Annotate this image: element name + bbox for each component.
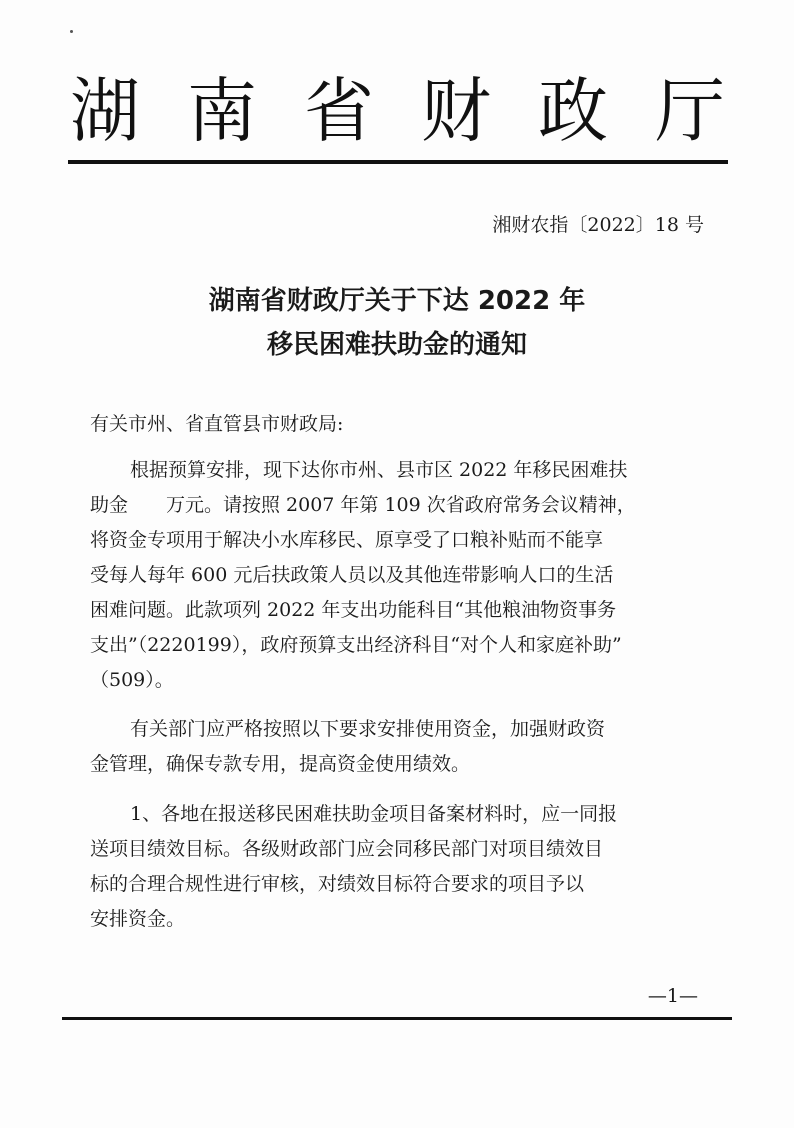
body-line: 支出”（2220199），政府预算支出经济科目“对个人和家庭补助” <box>90 634 622 656</box>
header-char: 财 <box>421 70 491 152</box>
body-line: 将资金专项用于解决小水库移民、原享受了口粮补贴而不能享 <box>90 529 604 551</box>
header-char: 省 <box>304 70 374 152</box>
body-line: 安排资金。 <box>90 908 186 930</box>
issuing-authority-header <box>70 68 725 154</box>
header-char: 厅 <box>655 70 725 152</box>
body-line: 助金 万元。请按照 2007 年第 109 次省政府常务会议精神， <box>90 494 636 516</box>
body-line: 有关部门应严格按照以下要求安排使用资金，加强财政资 <box>130 718 606 740</box>
document-title-line-1: 湖南省财政厅关于下达 2022 年 <box>208 286 586 316</box>
body-line: 1、各地在报送移民困难扶助金项目备案材料时，应一同报 <box>130 803 618 825</box>
body-line: 送项目绩效目标。各级财政部门应会同移民部门对项目绩效目 <box>90 838 604 860</box>
page-number: —1— <box>647 985 698 1007</box>
body-line: 困难问题。此款项列 2022 年支出功能科目“其他粮油物资事务 <box>90 599 617 621</box>
body-line: 受每人每年 600 元后扶政策人员以及其他连带影响人口的生活 <box>90 564 614 586</box>
body-line: （509）。 <box>90 669 174 691</box>
document-number: 湘财农指〔2022〕18 号 <box>492 214 704 236</box>
header-char: 政 <box>538 70 608 152</box>
body-line: 根据预算安排，现下达你市州、县市区 2022 年移民困难扶 <box>130 459 628 481</box>
header-char: 南 <box>187 70 257 152</box>
document-title-line-2: 移民困难扶助金的通知 <box>266 330 527 360</box>
body-line: 标的合理合规性进行审核，对绩效目标符合要求的项目予以 <box>90 873 585 895</box>
salutation: 有关市州、省直管县市财政局: <box>90 413 344 435</box>
header-char: 湖 <box>70 70 140 152</box>
footer-rule <box>62 1017 732 1020</box>
body-line: 金管理，确保专款专用，提高资金使用绩效。 <box>90 753 471 775</box>
scan-speck <box>70 30 73 33</box>
header-rule <box>68 160 728 164</box>
